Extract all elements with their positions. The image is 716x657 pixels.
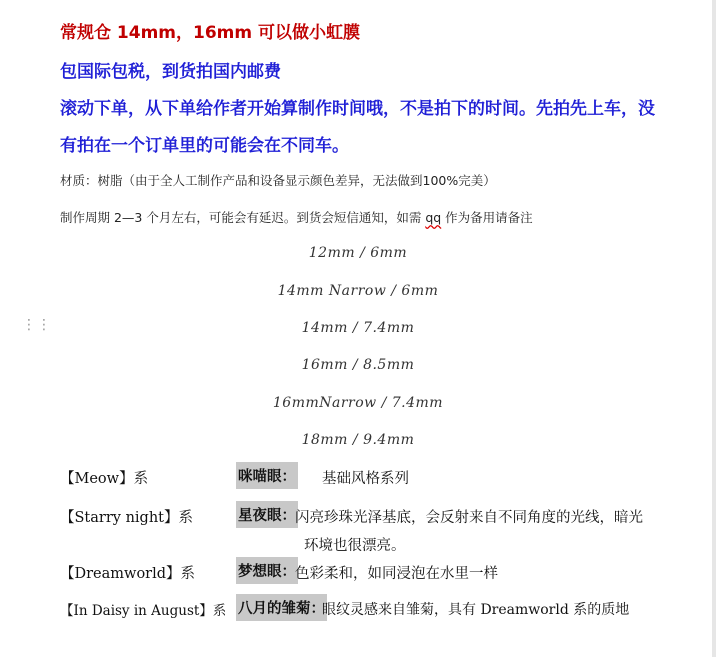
series-desc: 色彩柔和，如同浸泡在水里一样 <box>295 566 498 582</box>
period-text-a: 制作周期 2—3 个月左右，可能会有延迟。到货会短信通知，如需 <box>60 210 426 225</box>
series-name: 【In Daisy in August】系 <box>60 603 227 619</box>
size-option: 12mm / 6mm <box>308 245 408 261</box>
drag-handle-icon[interactable]: ⋮⋮ <box>22 317 52 333</box>
production-period <box>60 208 533 226</box>
series-desc: 基础风格系列 <box>322 471 409 487</box>
period-qq: qq <box>425 210 442 225</box>
series-desc: 眼纹灵感来自雏菊，具有 Dreamworld 系的质地 <box>322 602 630 618</box>
size-option: 14mm / 7.4mm <box>301 320 415 336</box>
series-label: 咪喵眼： <box>236 462 298 489</box>
notice-line-1: 常规仓 14mm，16mm 可以做小虹膜 <box>60 23 361 43</box>
size-option: 18mm / 9.4mm <box>301 432 415 448</box>
series-desc-cont: 环境也很漂亮。 <box>304 538 406 554</box>
series-label: 星夜眼： <box>236 501 298 528</box>
notice-line-3a: 滚动下单，从下单给作者开始算制作时间哦，不是拍下的时间。先拍先上车，没 <box>60 99 655 119</box>
series-label: 八月的雏菊： <box>236 594 327 621</box>
series-name: 【Meow】系 <box>60 471 149 487</box>
size-option: 16mm / 8.5mm <box>301 357 415 373</box>
series-label: 梦想眼： <box>236 557 298 584</box>
notice-line-2: 包国际包税，到货拍国内邮费 <box>60 62 281 82</box>
series-name: 【Starry night】系 <box>60 510 193 526</box>
size-option: 14mm Narrow / 6mm <box>277 283 439 299</box>
notice-line-3b: 有拍在一个订单里的可能会在不同车。 <box>60 136 349 156</box>
series-desc: 闪亮珍珠光泽基底，会反射来自不同角度的光线，暗光 <box>295 510 643 526</box>
material-info: 材质：树脂（由于全人工制作产品和设备显示颜色差异，无法做到100%完美） <box>60 173 496 188</box>
size-option: 16mmNarrow / 7.4mm <box>272 395 444 411</box>
series-name: 【Dreamworld】系 <box>60 566 196 582</box>
period-text-b: 作为备用请备注 <box>441 210 533 225</box>
